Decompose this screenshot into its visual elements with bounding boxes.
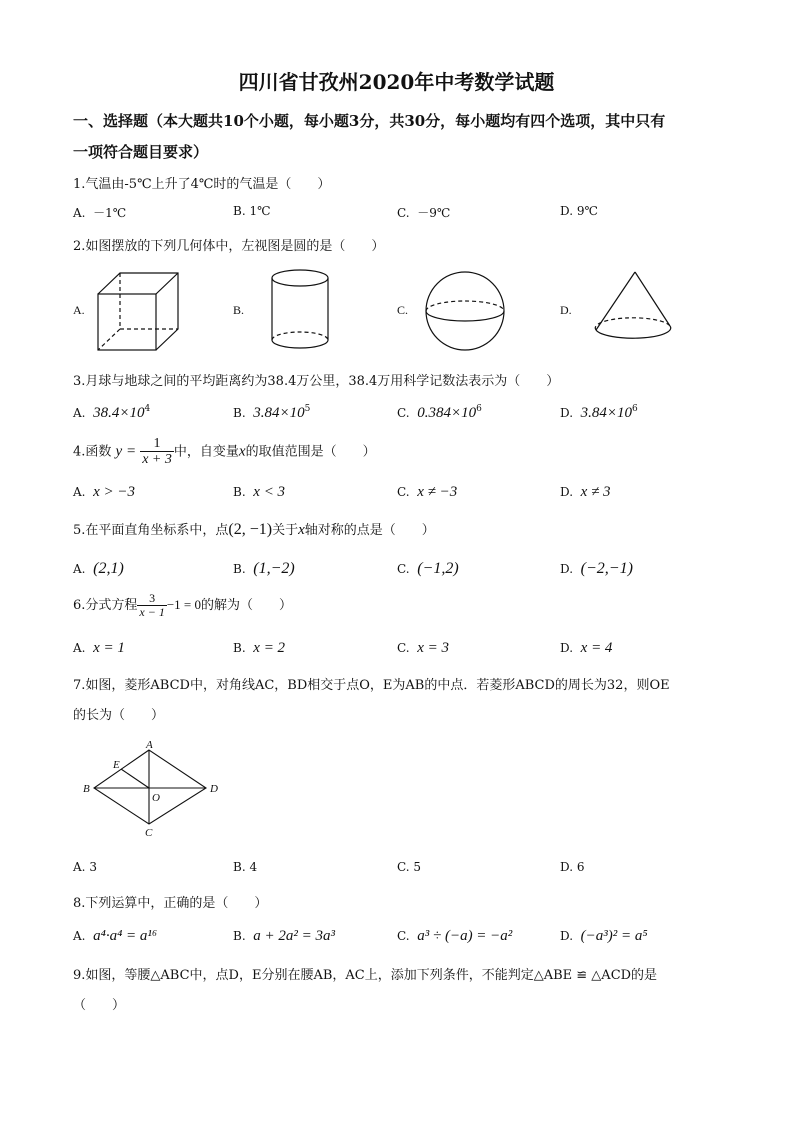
q7-option-a: [73, 860, 97, 874]
question-7-line2: 的长为（ ）: [73, 708, 165, 723]
question-2: 2.如图摆放的下列几何体中，左视图是圆的是（ ）: [73, 239, 385, 254]
option-letter: D.: [560, 929, 574, 943]
option-exponent: 5: [304, 404, 311, 414]
page-title: 四川省甘孜州2020年中考数学试题: [238, 70, 555, 94]
option-letter: D.: [560, 204, 574, 218]
option-value: 6: [576, 860, 585, 874]
q5-text-mid: 关于: [272, 523, 299, 538]
q5-option-d: [560, 560, 633, 578]
q4-text-pre: 4.函数: [73, 444, 112, 460]
option-value: x ≠ −3: [417, 484, 458, 500]
option-letter: C.: [397, 485, 410, 499]
option-letter: A.: [73, 206, 86, 220]
q5-text-post: 轴对称的点是（ ）: [304, 523, 435, 538]
option-letter: D.: [560, 860, 574, 874]
q5-option-b: [233, 560, 295, 578]
q7-option-d: [560, 860, 584, 874]
question-4: [73, 436, 376, 468]
option-letter: A.: [73, 860, 86, 874]
option-value: a⁴·a⁴ = a¹⁶: [93, 928, 158, 944]
q2-figure-a-label: A.: [73, 303, 85, 317]
option-value: (−2,−1): [580, 560, 633, 577]
option-value: x < 3: [253, 484, 286, 500]
rhombus-label-e: E: [113, 759, 120, 771]
question-9-line2: （ ）: [73, 998, 126, 1013]
q6-fraction: [137, 592, 166, 619]
q2-figure-c-label: C.: [397, 303, 409, 317]
rhombus-label-c: C: [145, 827, 153, 839]
option-letter: A.: [73, 929, 86, 943]
option-letter: B.: [233, 860, 246, 874]
option-letter: D.: [560, 485, 574, 499]
q8-option-b: [233, 928, 335, 945]
option-value: (−1,2): [417, 560, 459, 577]
question-7-line1: 7.如图，菱形ABCD中，对角线AC，BD相交于点O，E为AB的中点．若菱形ABCD的周长为32，则OE: [73, 678, 670, 693]
cube-figure: [95, 268, 185, 356]
fraction-numerator: 3: [137, 592, 166, 606]
question-3: 3.月球与地球之间的平均距离约为38.4万公里，38.4万用科学记数法表示为（ ）: [73, 374, 560, 389]
option-letter: B.: [233, 562, 246, 576]
option-value: 5: [413, 860, 422, 874]
q6-text-post: 的解为（ ）: [201, 598, 293, 614]
q6-option-a: [73, 640, 125, 657]
q6-text-pre: 6.分式方程: [73, 598, 138, 614]
rhombus-figure: [80, 738, 230, 840]
question-9-line1: 9.如图，等腰△ABC中，点D，E分别在腰AB，AC上，添加下列条件，不能判定△ABE ≌ △ACD的是: [73, 968, 658, 983]
option-value: x = 1: [93, 640, 125, 656]
option-value: 9℃: [576, 204, 598, 218]
option-letter: A.: [73, 485, 86, 499]
option-letter: B.: [233, 204, 246, 218]
rhombus-label-b: B: [83, 783, 90, 795]
q3-option-c: [397, 405, 482, 422]
q2-figure-d-label: D.: [560, 303, 572, 317]
q6-option-b: [233, 640, 285, 657]
rhombus-label-d: D: [210, 783, 218, 795]
q5-option-a: [73, 560, 124, 578]
q4-option-b: [233, 484, 285, 501]
q1-option-d: [560, 204, 598, 218]
option-letter: C.: [397, 206, 410, 220]
option-value: a³ ÷ (−a) = −a²: [417, 928, 513, 944]
option-letter: C.: [397, 641, 410, 655]
sphere-figure: [422, 268, 508, 354]
question-6: [73, 592, 292, 619]
option-value: x = 2: [253, 640, 286, 656]
q1-option-b: [233, 204, 271, 218]
section-heading-line1: 一、选择题（本大题共10个小题，每小题3分，共30分，每小题均有四个选项，其中只有: [73, 112, 666, 130]
fraction-denominator: x − 1: [139, 605, 165, 620]
q4-function-lhs: y =: [115, 443, 137, 460]
option-value: 1℃: [249, 204, 271, 218]
q3-option-d: [560, 405, 638, 422]
q4-text-post: 的取值范围是（ ）: [245, 444, 376, 460]
q6-option-d: [560, 640, 612, 657]
option-value: (−a³)² = a⁵: [580, 928, 648, 944]
q3-option-a: [73, 405, 150, 422]
q7-option-b: [233, 860, 257, 874]
option-value: x = 3: [417, 640, 449, 656]
q4-option-c: [397, 484, 457, 501]
option-letter: D.: [560, 406, 574, 420]
option-value: x = 4: [580, 640, 613, 656]
q1-option-a: [73, 204, 126, 221]
option-value: x ≠ 3: [580, 484, 611, 500]
option-value: －9℃: [417, 206, 451, 220]
option-letter: C.: [397, 562, 410, 576]
q8-option-a: [73, 928, 157, 945]
option-letter: C.: [397, 860, 410, 874]
option-letter: B.: [233, 641, 246, 655]
q4-option-a: [73, 484, 135, 501]
option-exponent: 4: [144, 404, 151, 414]
q6-equation-rest: −1 = 0: [166, 597, 202, 613]
option-value: a + 2a² = 3a³: [253, 928, 336, 944]
q4-option-d: [560, 484, 611, 501]
option-letter: A.: [73, 562, 86, 576]
option-letter: C.: [397, 929, 410, 943]
question-5: [73, 519, 435, 539]
option-mantissa: 3.84×10: [580, 405, 633, 421]
q4-text-mid: 中，自变量: [173, 444, 239, 460]
q8-option-c: [397, 928, 512, 945]
option-letter: C.: [397, 406, 410, 420]
q4-fraction: [140, 436, 174, 468]
q5-point: (2, −1): [228, 521, 273, 538]
q8-option-d: [560, 928, 648, 945]
option-mantissa: 3.84×10: [253, 405, 305, 421]
option-letter: B.: [233, 406, 246, 420]
option-letter: A.: [73, 641, 86, 655]
fraction-denominator: x + 3: [142, 452, 172, 468]
option-value: 3: [89, 860, 97, 874]
cone-figure: [590, 268, 676, 356]
option-value: (2,1): [93, 560, 124, 577]
option-letter: D.: [560, 562, 574, 576]
q3-option-b: [233, 405, 310, 422]
option-letter: B.: [233, 485, 246, 499]
q5-text-pre: 5.在平面直角坐标系中，点: [73, 523, 229, 538]
q2-figure-b-label: B.: [233, 303, 245, 317]
question-1: 1.气温由-5℃上升了4℃时的气温是（ ）: [73, 177, 331, 192]
question-8: 8.下列运算中，正确的是（ ）: [73, 896, 268, 911]
option-letter: A.: [73, 406, 86, 420]
q6-option-c: [397, 640, 449, 657]
q5-variable: x: [298, 522, 305, 538]
cylinder-figure: [268, 268, 332, 356]
option-value: －1℃: [93, 206, 127, 220]
option-letter: D.: [560, 641, 574, 655]
q7-option-c: [397, 860, 421, 874]
q5-option-c: [397, 560, 459, 578]
rhombus-label-a: A: [146, 739, 153, 751]
option-mantissa: 38.4×10: [93, 405, 145, 421]
option-exponent: 6: [476, 404, 482, 414]
option-exponent: 6: [632, 404, 638, 414]
option-value: (1,−2): [253, 560, 295, 577]
option-letter: B.: [233, 929, 246, 943]
option-value: x > −3: [93, 484, 136, 500]
fraction-numerator: 1: [140, 436, 174, 452]
option-mantissa: 0.384×10: [417, 405, 477, 421]
option-value: 4: [249, 860, 258, 874]
section-heading-line2: 一项符合题目要求）: [73, 143, 209, 161]
q1-option-c: [397, 204, 450, 221]
q4-variable: x: [238, 443, 246, 460]
rhombus-label-o: O: [152, 792, 160, 804]
